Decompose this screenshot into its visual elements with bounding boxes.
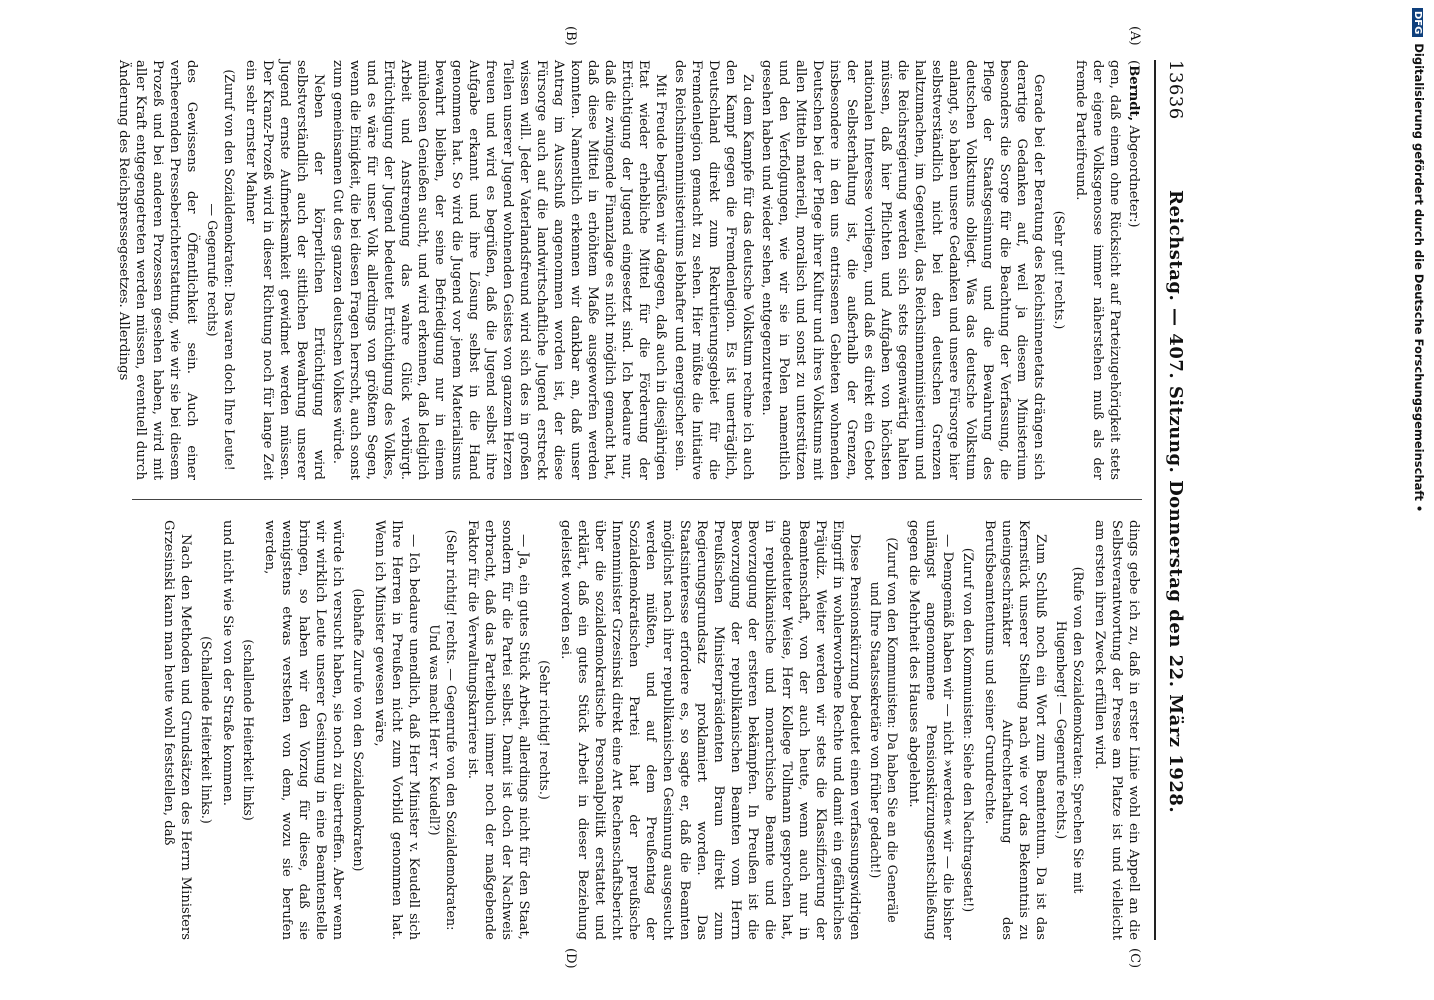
paragraph: Nach den Methoden und Grundsätzen des Herrn Ministers Grzesinski kann man heute wohl feststellen, daß <box>161 520 193 940</box>
interjection: (Sehr gut! rechts.) <box>1052 210 1067 330</box>
interjection: (lebhafte Zurufe von den Sozialdemokraten) <box>351 588 366 872</box>
dfg-logo: DFG <box>1412 8 1423 37</box>
margin-letter-b: (B) <box>563 26 578 46</box>
interjection: (Rufe von den Sozialdemokraten: Sprechen Sie mit Hugenberg! — Gegenrufe rechts.) <box>1054 566 1086 894</box>
paragraph: Neben der körperlichen Ertüchtigung wird selbstverständlich auch der sittlichen Bewahrung unserer Jugend ernste Aufmerksamkeit gewidmet werden müssen. Der Kranz-Prozeß wird in dieser Richtung noch für lange Zeit ein sehr ernster Mahner <box>243 60 326 480</box>
page-header <box>1160 60 1190 940</box>
page-number: 13636 <box>1165 60 1186 120</box>
paragraph: — Ja, ein gutes Stück Arbeit, allerdings nicht für den Staat, sondern für die Partei selbst. Damit ist doch der Nachweis erbracht, daß das Parteibuch immer noch der maßgebende Faktor für die Verwaltungskarriere ist. <box>465 520 531 940</box>
right-column <box>132 520 1142 940</box>
margin-letter-d: (D) <box>563 948 578 969</box>
interjection: (Sehr richtig! rechts. — Gegenrufe von den Sozialdemokraten: Und was macht Herr v. Keudell?) <box>427 529 459 931</box>
speaker-line: (Berndt, Abgeordneter:) <box>1126 60 1141 228</box>
digitization-text: Digitalisierung gefördert durch die Deutsche Forschungsgemeinschaft • <box>1412 43 1426 513</box>
paragraph: dings gebe ich zu, daß in erster Linie wohl ein Appell an die Selbstverantwortung der Presse am Platze ist und vielleicht am ersten ihren Zweck erfüllen wird. <box>1092 520 1141 940</box>
document-page <box>100 26 1190 969</box>
header-rule <box>1154 60 1156 940</box>
paragraph: gen, daß einem ohne Rücksicht auf Parteizugehörigkeit stets der eigene Volksgenosse immer näherstehen muß als der fremde Parteifreund. <box>1073 60 1122 480</box>
paragraph: des Gewissens der Öffentlichkeit sein. Auch einer verheerenden Presseberichterstattung, wie wir sie bei diesem Prozeß und bei anderen Prozessen gesehen haben, wird mit aller Kraft entgegengetreten werden müssen, eventuell durch Änderung des Reichspressegesetzes. Allerdings <box>116 60 199 480</box>
paragraph: und nicht wie Sie von der Straße kommen. <box>220 520 235 807</box>
interjection: (Schallende Heiterkeit links.) <box>199 636 214 824</box>
interjection: (Zuruf von den Sozialdemokraten: Das waren doch Ihre Leute! — Gegenrufe rechts) <box>205 69 237 471</box>
column-divider <box>132 499 1142 500</box>
paragraph: Mit Freude begrüßen wir dagegen, daß auch in diesjährigen Etat wieder erhebliche Mittel für die Förderung der Ertüchtigung der Jugend eingesetzt sind. Ich bedaure nur, daß die zwingende Finanzlage es nicht möglich gemacht hat, daß diese Mittel in erhöhtem Maße ausgeworfen werden konnten. Namentlich erkennen wir dankbar an, daß unser Antrag im Ausschuß angenommen worden ist, der diese Fürsorge auch auf die landwirtschaftliche Jugend erstreckt wissen will. Jeder Vaterlandsfreund wird sich des in großen Teilen unserer Jugend wohnenden Geistes von ganzem Herzen freuen und wird es begrüßen, daß die Jugend selbst ihre Aufgabe erkannt und ihre Lösung selbst in die Hand genommen hat. So wird die Jugend vor jenem Materialismus bewahrt bleiben, der seine Befriedigung nur in einem mühelosen Genießen sucht, und wird erkennen, daß lediglich Arbeit und Anstrengung das wahre Glück verbürgt. Ertüchtigung der Jugend bedeutet Ertüchtigung des Volkes, und es wäre für unser Volk allerdings von größtem Segen, wenn die Einigkeit, die bei diesen Fragen herrscht, auch sonst zum gemeinsamen Gut des ganzen deutschen Volkes würde. <box>330 60 668 480</box>
interjection: (Sehr richtig! rechts.) <box>537 660 552 800</box>
interjection: (Zuruf von den Kommunisten: Siehe den Nachtragsetat!) <box>961 547 976 913</box>
left-column <box>116 60 1142 480</box>
paragraph: Zu dem Kampfe für das deutsche Volkstum rechne ich auch den Kampf gegen die Fremdenlegion. Es ist unerträglich, Deutschland direkt zum Rekrutierungsgebiet für die Fremdenlegion gemacht zu sehen. Hier müßte die Initiative des Reichsinnenministeriums lebhafter und energischer sein. <box>672 60 755 480</box>
paragraph: Diese Pensionskürzung bedeutet einen verfassungswidrigen Eingriff in wohlerworbene Rechte und damit ein gefährliches Präjudiz. Weiter werden wir stets die Klassifizierung der Beamtenschaft, von der auch heute, wenn auch nur in angedeuteter Weise, Herr Kollege Tollmann gesprochen hat, in republikanische und monarchische Beamte und die Bevorzugung der ersteren bekämpfen. In Preußen ist die Bevorzugung der republikanischen Beamten vom Herrn Preußischen Ministerpräsidenten Braun direkt zum Regierungsgrundsatz proklamiert worden. Das Staatsinteresse erfordere es, so sagte er, daß die Beamten möglichst nach ihrer republikanischen Gesinnung ausgesucht werden müßten, und auf dem Preußentag der Sozialdemokratischen Partei hat der preußische Innenminister Grzesinski direkt eine Art Rechenschaftsbericht über die sozialdemokratische Personalpolitik erstattet und erklärt, daß ein gutes Stück Arbeit in dieser Beziehung geleistet worden sei. <box>558 520 862 940</box>
paragraph: würde ich versucht haben, sie noch zu übertreffen. Aber wenn wir wirklich Leute unserer Gesinnung in eine Beamtenstelle bringen, so haben wir den Vorzug für diese, daß sie wenigstens etwas verstehen von dem, wozu sie berufen werden, <box>262 520 345 940</box>
paragraph: Gerade bei der Beratung des Reichsinnenetats drängen sich derartige Gedanken auf, weil ja diesem Ministerium besonders die Sorge für die Beachtung der Verfassung, die Pflege der Staatsgesinnung und die Bewahrung des deutschen Volkstums obliegt. Was das deutsche Volkstum anlangt, so haben unsere Gedanken und unsere Fürsorge hier selbstverständlich nicht bei den deutschen Grenzen haltzumachen, im Gegenteil, das Reichsinnenministerium und die Reichsregierung werden sich stets gegenwärtig halten müssen, daß hier Pflichten und Aufgaben von höchsten nationalen Interesse vorliegen, und daß es direkt ein Gebot der Selbsterhaltung ist, die außerhalb der Grenzen, insbesondere in den uns entrissenen Gebieten wohnenden Deutschen bei der Pflege ihrer Kultur und ihres Volkstums mit allen Mitteln materiell, moralisch und sonst zu unterstützen und den Verfolgungen, wie wir sie in Polen namentlich gesehen haben und wieder sehen, entgegenzutreten. <box>759 60 1046 480</box>
margin-letter-c: (C) <box>1127 948 1142 969</box>
margin-letter-a: (A) <box>1127 26 1142 46</box>
page-title: Reichstag. — 407. Sitzung. Donnerstag den 22. März 1928. <box>1165 190 1186 814</box>
digitization-credit <box>1410 8 1428 998</box>
interjection: (Zuruf von den Kommunisten: Da haben Sie an die Generäle und Ihre Staatssekretäre von früher gedacht!) <box>868 537 900 923</box>
speaker-role: Abgeordneter:) <box>1126 125 1141 228</box>
paragraph: — Demgemäß haben wir — nicht »werden« wir — die bisher unlängst angenommene Pensionskürzungsentschließung gegen die Mehrheit des Hauses abgelehnt. <box>906 520 955 940</box>
speaker-name: Berndt, <box>1126 65 1141 122</box>
paragraph: — Ich bedaure unendlich, daß Herr Minister v. Keudell sich Ihre Herren in Preußen nicht zum Vorbild genommen hat. Wenn ich Minister gewesen wäre, <box>372 520 421 940</box>
interjection: (schallende Heiterkeit links) <box>241 639 256 821</box>
paragraph: Zum Schluß noch ein Wort zum Beamtentum. Da ist das Kernstück unserer Stellung nach wie vor das Bekenntnis zu uneingeschränkter Aufrechterhaltung des Berufsbeamtentums und seiner Grundrechte. <box>982 520 1048 940</box>
